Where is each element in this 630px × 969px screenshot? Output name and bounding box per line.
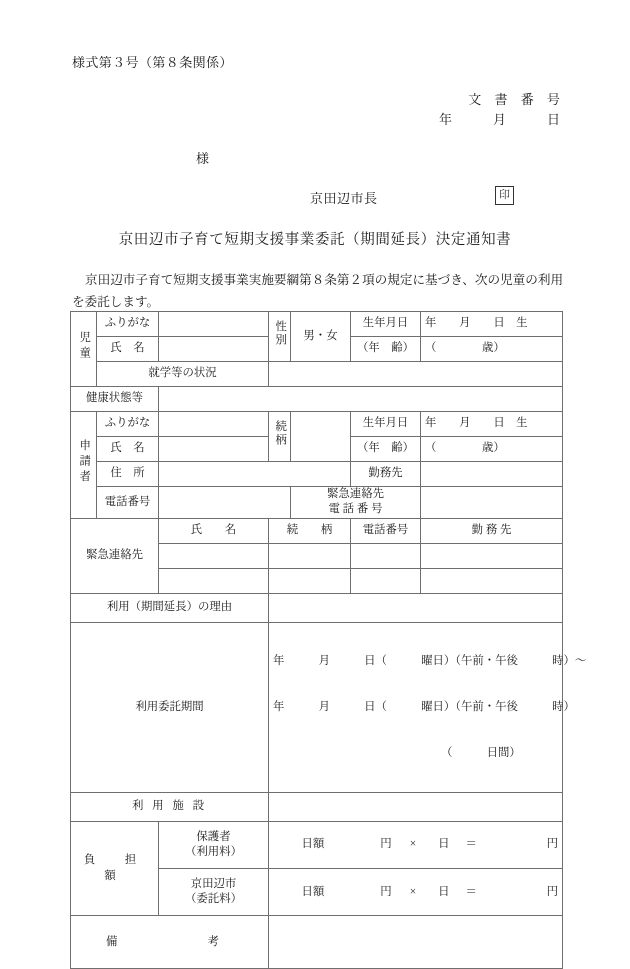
period-line-2: 年 月 日（ 曜日）（午前・午後 時） [273, 700, 575, 713]
addressee-honorific: 様 [196, 151, 210, 166]
table-row [71, 916, 563, 969]
applicant-relation-label: 続柄 [269, 412, 291, 462]
applicant-emergency-phone-value[interactable] [421, 487, 563, 519]
document-meta [439, 90, 568, 130]
emergency-row1-relation[interactable] [269, 543, 351, 568]
child-school-label: 就学等の状況 [97, 362, 269, 387]
table-row [71, 822, 563, 869]
form-number: 様式第３号（第８条関係） [72, 55, 233, 70]
application-table [70, 311, 587, 969]
table-row [71, 362, 563, 387]
child-school-value[interactable] [269, 362, 563, 387]
applicant-emergency-phone-label [291, 487, 421, 519]
health-label: 健康状態等 [71, 387, 159, 412]
applicant-birth-value[interactable]: 年 月 日 生 [421, 412, 563, 437]
period-line-3: （ 日間） [441, 746, 521, 759]
period-line-1: 年 月 日（ 曜日）（午前・午後 時）〜 [273, 654, 587, 667]
emergency-row1-phone[interactable] [351, 543, 421, 568]
remarks-label: 備 考 [71, 916, 269, 969]
applicant-age-value[interactable]: （ 歳） [421, 437, 563, 462]
emergency-col-phone: 電話番号 [351, 518, 421, 543]
fee-city-yen-1: 円 [380, 885, 392, 898]
emergency-phone-label-line1: 緊急連絡先 [327, 488, 384, 500]
fee-payer-guardian [159, 822, 269, 869]
applicant-side-label: 申請者 [71, 412, 97, 519]
fee-guardian-yen-2: 円 [546, 838, 558, 851]
fee-payer-guardian-line1: 保護者 [196, 830, 231, 843]
applicant-age-label: （年 齢） [351, 437, 421, 462]
remarks-value[interactable] [269, 916, 563, 969]
child-age-value[interactable]: （ 歳） [421, 337, 563, 362]
table-row [71, 793, 563, 822]
applicant-relation-value[interactable] [291, 412, 351, 462]
child-gender-label: 性別 [269, 312, 291, 362]
fee-payer-city-line2: （委託料） [185, 893, 242, 906]
emergency-col-name: 氏 名 [159, 518, 269, 543]
reason-label: 利用（期間延長）の理由 [71, 593, 269, 622]
emergency-row2-relation[interactable] [269, 568, 351, 593]
table-row [71, 412, 563, 437]
fee-payer-guardian-line2: （利用料） [185, 846, 242, 859]
fee-city-yen-2: 円 [546, 885, 558, 898]
applicant-phone-label: 電話番号 [97, 487, 159, 519]
emergency-row2-workplace[interactable] [421, 568, 563, 593]
emergency-side-label: 緊急連絡先 [71, 518, 159, 593]
reason-value[interactable] [269, 593, 563, 622]
fee-label: 負 担 額 [71, 822, 159, 916]
fee-guardian-yen-1: 円 [380, 838, 392, 851]
applicant-furigana-label: ふりがな [97, 412, 159, 437]
period-label: 利用委託期間 [71, 622, 269, 792]
fee-city-times: × [409, 885, 417, 898]
fee-city-daily-label: 日額 [301, 885, 325, 898]
facility-value[interactable] [269, 793, 563, 822]
period-value[interactable] [269, 622, 587, 792]
table-row [71, 487, 563, 519]
fee-guardian-equals: ＝ [465, 838, 477, 851]
health-value[interactable] [159, 387, 563, 412]
fee-guardian-days: 日 [438, 838, 450, 851]
child-name-label: 氏 名 [97, 337, 159, 362]
applicant-name-label: 氏 名 [97, 437, 159, 462]
table-row [71, 312, 563, 337]
fee-guardian-daily-label: 日額 [301, 838, 325, 851]
applicant-workplace-value[interactable] [421, 462, 563, 487]
applicant-address-value[interactable] [159, 462, 351, 487]
issuer-row [0, 188, 630, 208]
child-birth-value[interactable]: 年 月 日 生 [421, 312, 563, 337]
fee-guardian-times: × [409, 838, 417, 851]
applicant-phone-value[interactable] [159, 487, 291, 519]
body-paragraph: 京田辺市子育て短期支援事業実施要綱第８条第２項の規定に基づき、次の児童の利用を委託します。 [72, 273, 564, 309]
table-row [71, 622, 563, 792]
emergency-row1-name[interactable] [159, 543, 269, 568]
fee-amount-city[interactable] [269, 869, 563, 916]
applicant-birth-label: 生年月日 [351, 412, 421, 437]
page-title: 京田辺市子育て短期支援事業委託（期間延長）決定通知書 [118, 232, 512, 248]
emergency-row1-workplace[interactable] [421, 543, 563, 568]
facility-label: 利 用 施 設 [71, 793, 269, 822]
applicant-address-label: 住 所 [97, 462, 159, 487]
issuer-name: 京田辺市長 [310, 191, 378, 206]
document-date-label: 年 月 日 [438, 112, 565, 128]
child-gender-options[interactable]: 男・女 [291, 312, 351, 362]
fee-payer-city-line1: 京田辺市 [190, 877, 237, 890]
child-age-label: （年 齢） [351, 337, 421, 362]
applicant-workplace-label: 勤務先 [351, 462, 421, 487]
table-row [71, 518, 563, 543]
fee-city-days: 日 [438, 885, 450, 898]
fee-payer-city [159, 869, 269, 916]
emergency-row2-phone[interactable] [351, 568, 421, 593]
applicant-name-value[interactable] [159, 437, 269, 462]
child-furigana-label: ふりがな [97, 312, 159, 337]
emergency-row2-name[interactable] [159, 568, 269, 593]
child-furigana-value[interactable] [159, 312, 269, 337]
seal-icon: 印 [495, 186, 514, 205]
child-birth-label: 生年月日 [351, 312, 421, 337]
emergency-col-workplace: 勤 務 先 [421, 518, 563, 543]
fee-amount-guardian[interactable] [269, 822, 563, 869]
applicant-furigana-value[interactable] [159, 412, 269, 437]
table-row [71, 593, 563, 622]
child-name-value[interactable] [159, 337, 269, 362]
fee-city-equals: ＝ [465, 885, 477, 898]
emergency-phone-label-line2: 電 話 番 号 [328, 503, 383, 516]
document-number-label: 文 書 番 号 [468, 92, 565, 107]
table-row [71, 387, 563, 412]
child-side-label: 児童 [71, 312, 97, 387]
table-row [71, 462, 563, 487]
emergency-col-relation: 続 柄 [269, 518, 351, 543]
